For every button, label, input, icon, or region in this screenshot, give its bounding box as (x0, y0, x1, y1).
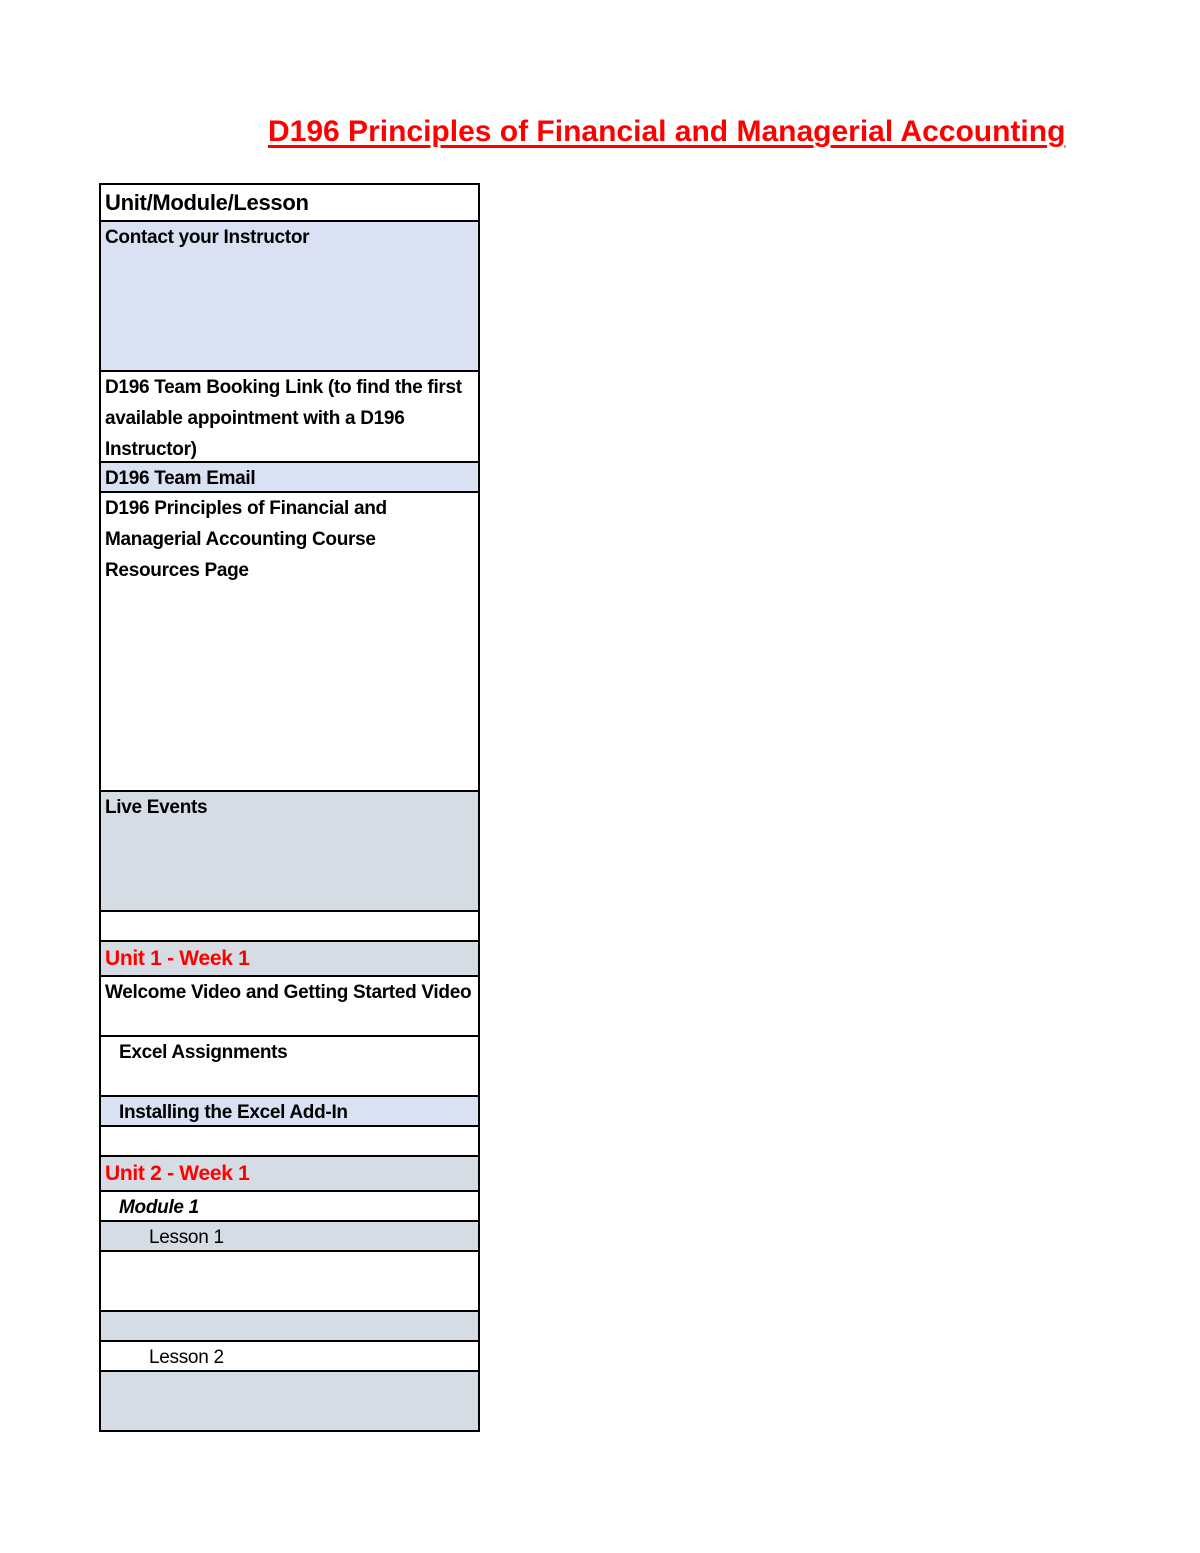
cell-unit-1-heading: Unit 1 - Week 1 (101, 942, 478, 977)
cell-excel-add-in: Installing the Excel Add-In (101, 1097, 478, 1127)
cell-team-booking-link: D196 Team Booking Link (to find the first available appointment with a D196 Instructor) (101, 372, 478, 463)
cell-unit-2-heading: Unit 2 - Week 1 (101, 1157, 478, 1192)
cell-empty (101, 1372, 478, 1430)
document-title-container (268, 110, 1066, 156)
cell-live-events: Live Events (101, 792, 478, 912)
course-table (99, 183, 480, 1432)
cell-module-1: Module 1 (101, 1192, 478, 1222)
cell-empty (101, 912, 478, 942)
cell-lesson-1: Lesson 1 (101, 1222, 478, 1252)
cell-empty (101, 1252, 478, 1312)
cell-team-email: D196 Team Email (101, 463, 478, 493)
cell-lesson-2: Lesson 2 (101, 1342, 478, 1372)
document-title: D196 Principles of Financial and Managerial Accounting (268, 115, 1066, 148)
column-header: Unit/Module/Lesson (101, 185, 478, 222)
cell-empty (101, 1312, 478, 1342)
cell-welcome-video: Welcome Video and Getting Started Video (101, 977, 478, 1037)
cell-contact-instructor: Contact your Instructor (101, 222, 478, 372)
cell-course-resources-page: D196 Principles of Financial and Managerial Accounting Course Resources Page (101, 493, 478, 792)
cell-excel-assignments: Excel Assignments (101, 1037, 478, 1097)
cell-empty (101, 1127, 478, 1157)
